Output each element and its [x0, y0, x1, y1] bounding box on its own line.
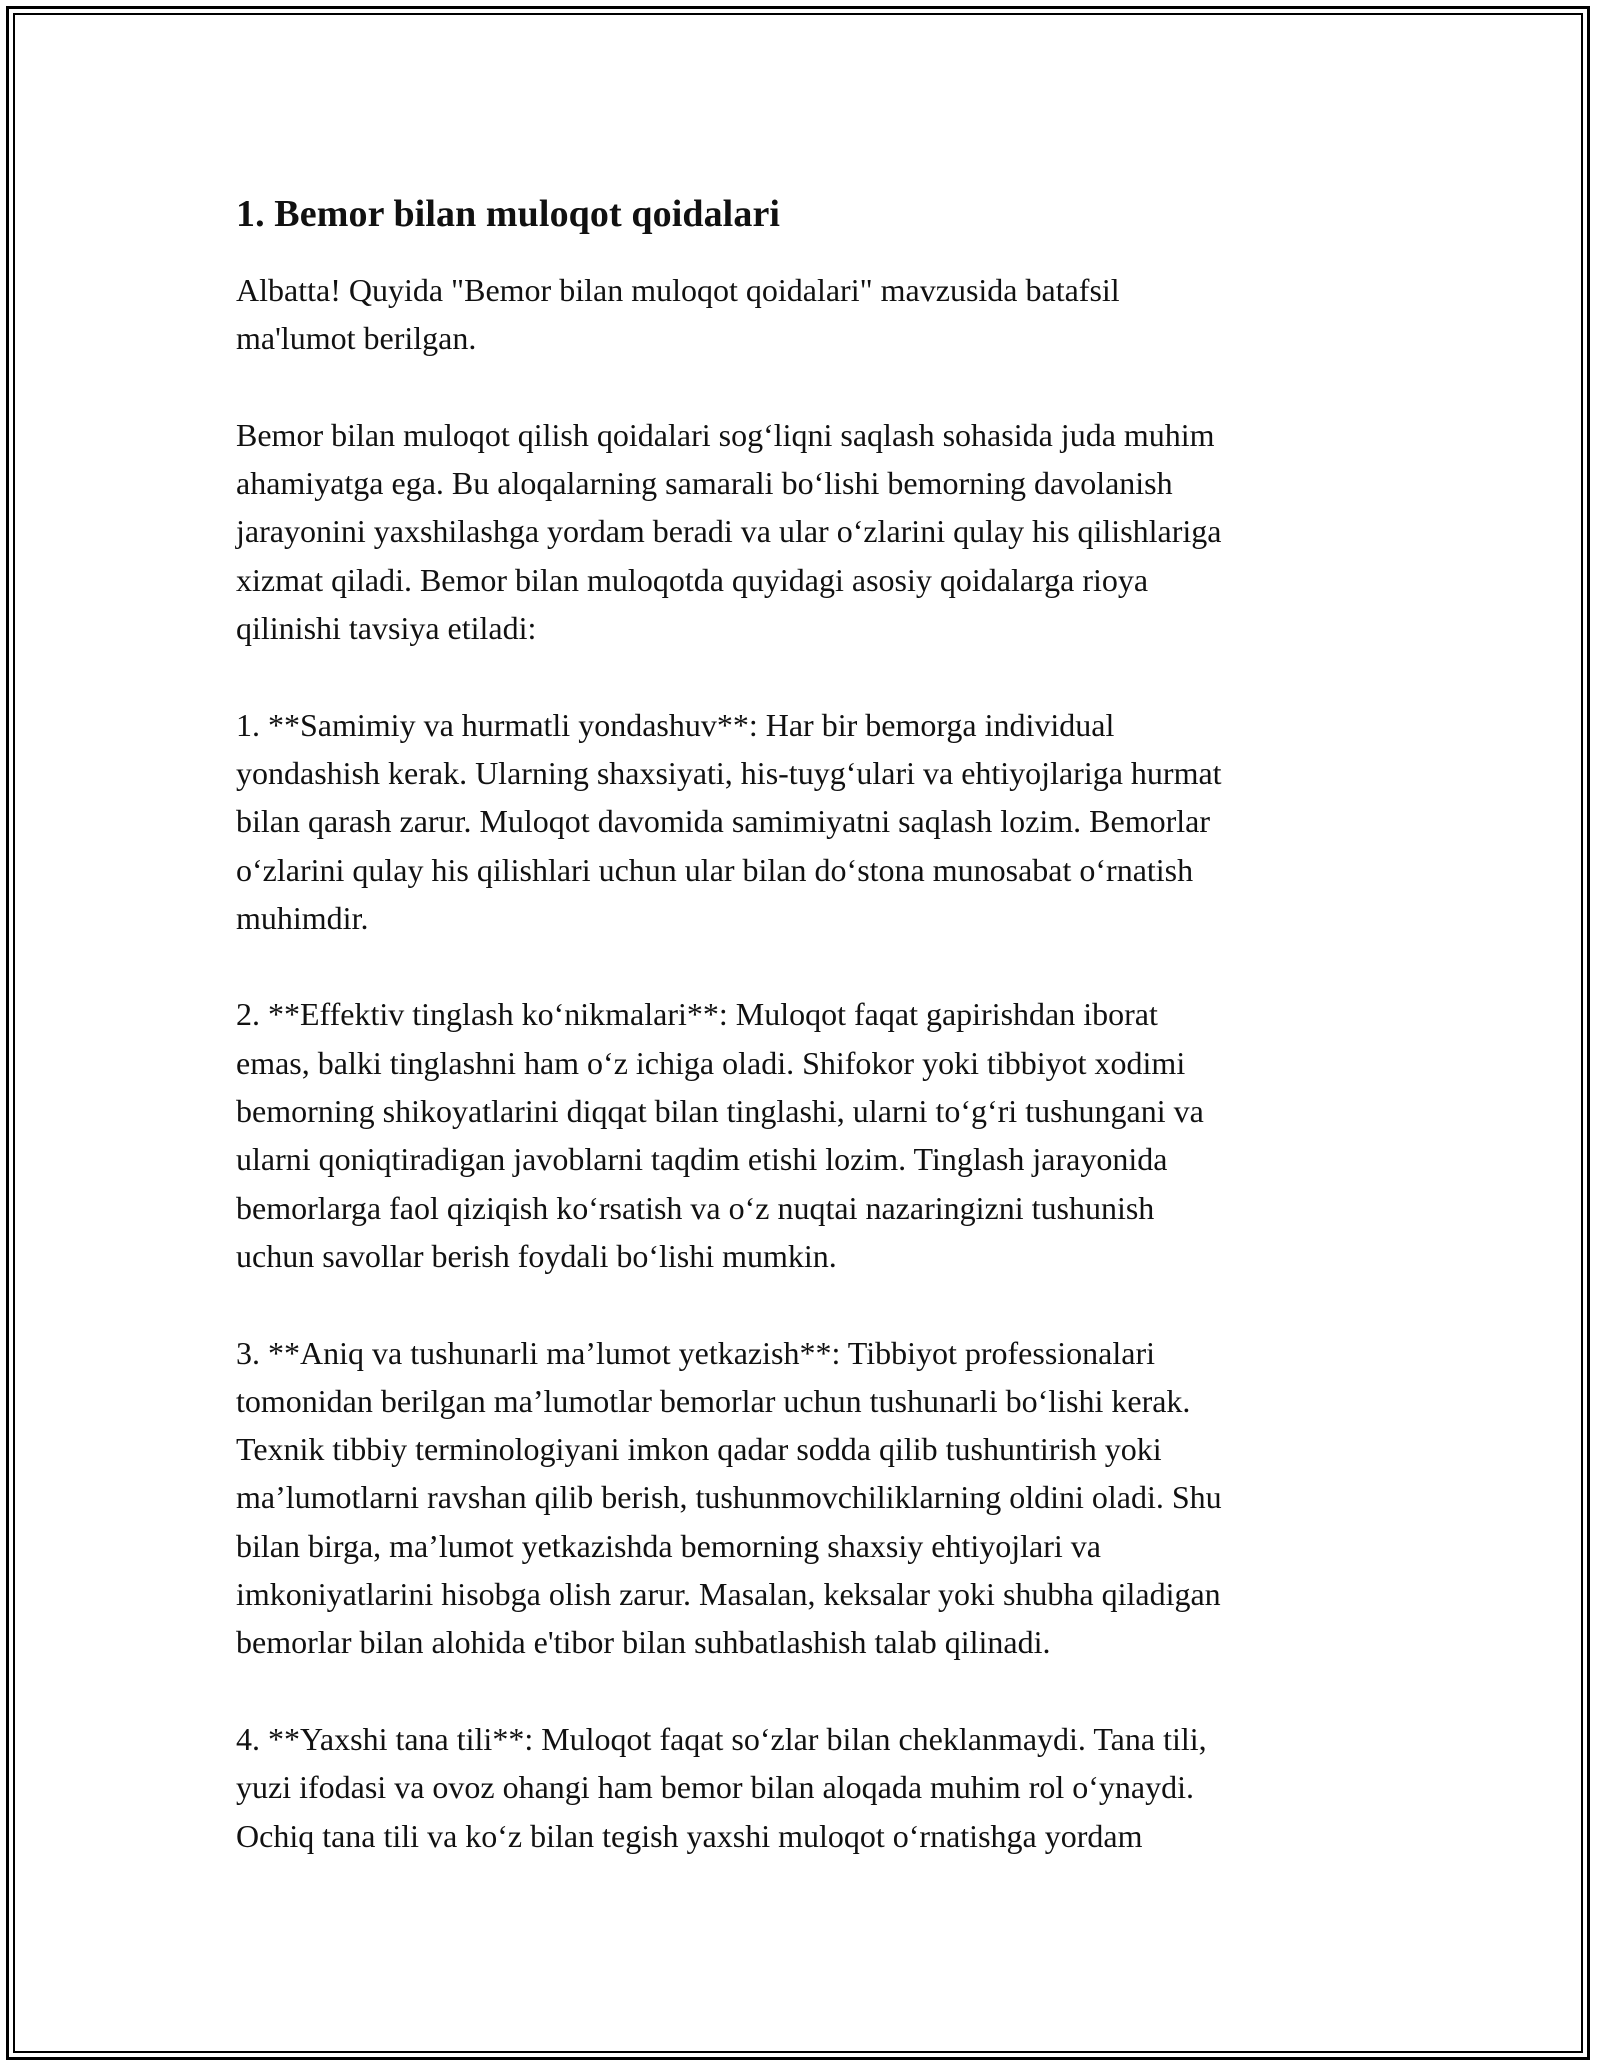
- paragraph-rule-3: 3. **Aniq va tushunarli ma’lumot yetkazish**: Tibbiyot professionalari tomonidan berilgan ma’lumotlar bemorlar uchun tushunarli bo‘lishi kerak. Texnik tibbiy terminologiyani imkon qadar sodda qilib tushuntirish yoki ma’lumotlarni ravshan qilib berish, tushunmovchiliklarning oldini oladi. Shu bilan birga, ma’lumot yetkazishda bemorning shaxsiy ehtiyojlari va imkoniyatlarini hisobga olish zarur. Masalan, keksalar yoki shubha qiladigan bemorlar bilan alohida e'tibor bilan suhbatlashish talab qilinadi.: [236, 1334, 1222, 1661]
- paragraph-rule-1: 1. **Samimiy va hurmatli yondashuv**: Har bir bemorga individual yondashish kerak. Ularning shaxsiyati, his-tuyg‘ulari va ehtiyojlariga hurmat bilan qarash zarur. Muloqot davomida samimiyatni saqlash lozim. Bemorlar o‘zlarini qulay his qilishlari uchun ular bilan do‘stona munosabat o‘rnatish muhimdir.: [236, 706, 1222, 936]
- paragraph-rule-2: 2. **Effektiv tinglash ko‘nikmalari**: Muloqot faqat gapirishdan iborat emas, balki tinglashni ham o‘z ichiga oladi. Shifokor yoki tibbiyot xodimi bemorning shikoyatlarini diqqat bilan tinglashi, ularni to‘g‘ri tushungani va ularni qoniqtiradigan javoblarni taqdim etishi lozim. Tinglash jarayonida bemorlarga faol qiziqish ko‘rsatish va o‘z nuqtai nazaringizni tushunish uchun savollar berish foydali bo‘lishi mumkin.: [236, 996, 1204, 1274]
- paragraph-overview: Bemor bilan muloqot qilish qoidalari sog‘liqni saqlash sohasida juda muhim ahamiyatga ega. Bu aloqalarning samarali bo‘lishi bemorning davolanish jarayonini yaxshilashga yordam beradi va ular o‘zlarini qulay his qilishlariga xizmat qiladi. Bemor bilan muloqotda quyidagi asosiy qoidalarga rioya qilinishi tavsiya etiladi:: [236, 416, 1222, 647]
- document-body: [236, 186, 1386, 1908]
- paragraph-intro: Albatta! Quyida "Bemor bilan muloqot qoidalari" mavzusida batafsil ma'lumot berilgan.: [236, 272, 1120, 357]
- paragraph-rule-4: 4. **Yaxshi tana tili**: Muloqot faqat so‘zlar bilan cheklanmaydi. Tana tili, yuzi ifodasi va ovoz ohangi ham bemor bilan aloqada muhim rol o‘ynaydi. Ochiq tana tili va ko‘z bilan tegish yaxshi muloqot o‘rnatishga yordam: [236, 1720, 1207, 1854]
- document-title: 1. Bemor bilan muloqot qoidalari: [236, 193, 781, 235]
